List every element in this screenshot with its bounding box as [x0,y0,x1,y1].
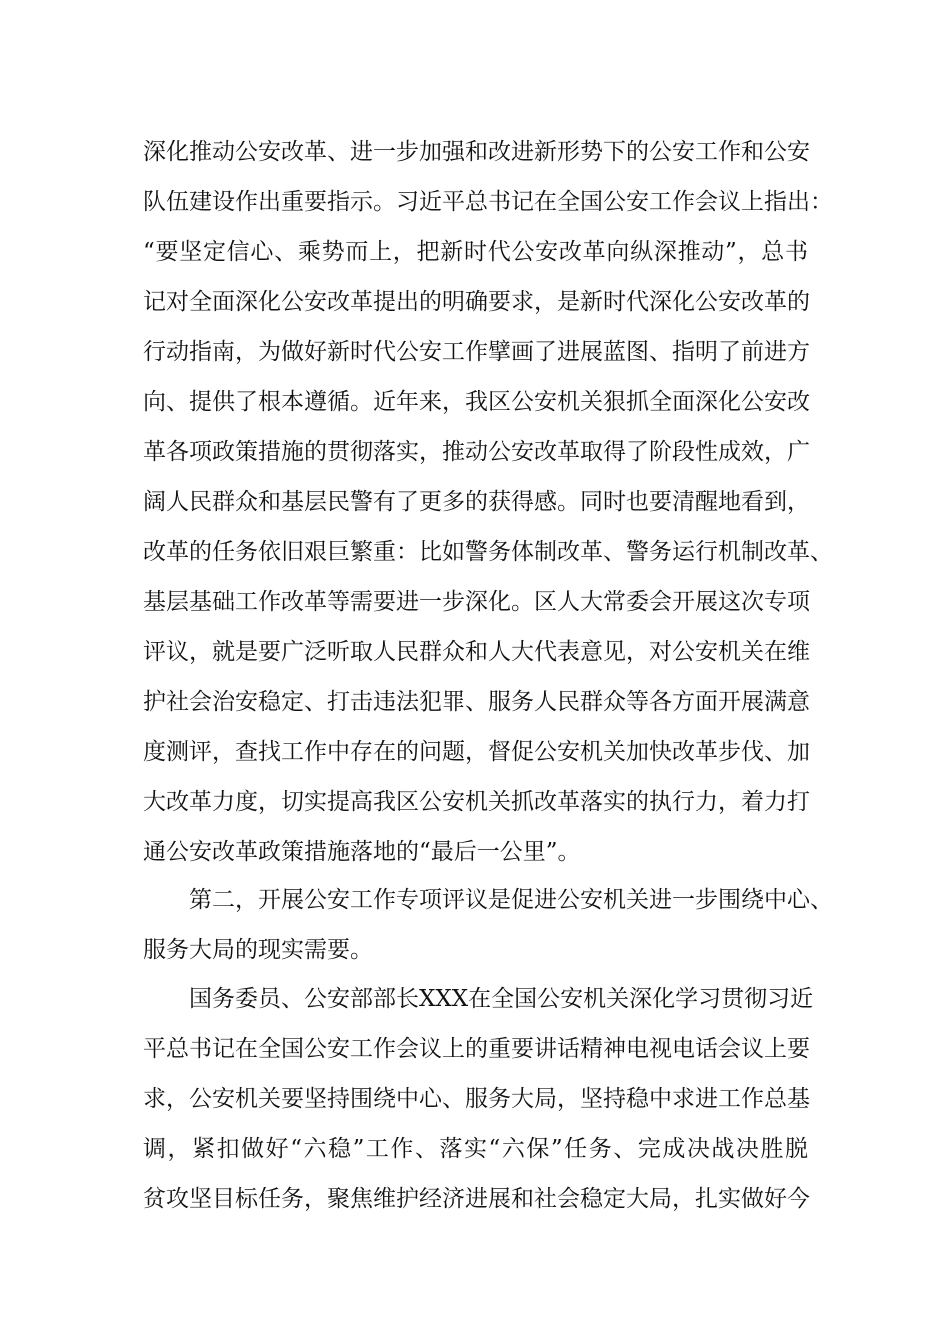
paragraph-reform-guidance [143,127,833,877]
text-line: 调，紧扣做好“六稳”工作、落实“六保”任务、完成决战决胜脱 [143,1136,808,1162]
text-line: 阔人民群众和基层民警有了更多的获得感。同时也要清醒地看到， [143,489,810,515]
text-line: 行动指南，为做好新时代公安工作擘画了进展蓝图、指明了前进方 [143,339,810,365]
text-line: 通公安改革政策措施落地的“最后一公里”。 [143,839,581,865]
text-line: 深化推动公安改革、进一步加强和改进新形势下的公安工作和公安 [143,139,810,165]
text-line: 度测评，查找工作中存在的问题，督促公安机关加快改革步伐、加 [143,739,810,765]
paragraph-ministry-requirements [143,974,814,1224]
text-line: 改革的任务依旧艰巨繁重：比如警务体制改革、警务运行机制改革、 [143,539,833,565]
text-line: “要坚定信心、乘势而上，把新时代公安改革向纵深推动”，总书 [143,239,808,265]
text-line: 护社会治安稳定、打击违法犯罪、服务人民群众等各方面开展满意 [143,689,810,715]
text-line: 第二，开展公安工作专项评议是促进公安机关进一步围绕中心、 [189,887,833,913]
text-line: 队伍建设作出重要指示。习近平总书记在全国公安工作会议上指出： [143,189,833,215]
text-line: 向、提供了根本遵循。近年来，我区公安机关狠抓全面深化公安改 [143,389,810,415]
text-line: 贫攻坚目标任务，聚焦维护经济进展和社会稳定大局，扎实做好今 [143,1186,810,1212]
text-line: 求，公安机关要坚持围绕中心、服务大局，坚持稳中求进工作总基 [143,1086,810,1112]
text-line: 国务委员、公安部部长XXX在全国公安机关深化学习贯彻习近 [189,986,814,1012]
text-line: 记对全面深化公安改革提出的明确要求，是新时代深化公安改革的 [143,289,810,315]
text-line: 革各项政策措施的贯彻落实，推动公安改革取得了阶段性成效，广 [143,439,810,465]
text-line: 大改革力度，切实提高我区公安机关抓改革落实的执行力，着力打 [143,789,810,815]
text-line: 服务大局的现实需要。 [143,937,373,963]
paragraph-second-point-heading [143,875,833,975]
text-line: 评议，就是要广泛听取人民群众和人大代表意见，对公安机关在维 [143,639,810,665]
text-line: 基层基础工作改革等需要进一步深化。区人大常委会开展这次专项 [143,589,810,615]
text-line: 平总书记在全国公安工作会议上的重要讲话精神电视电话会议上要 [143,1036,810,1062]
